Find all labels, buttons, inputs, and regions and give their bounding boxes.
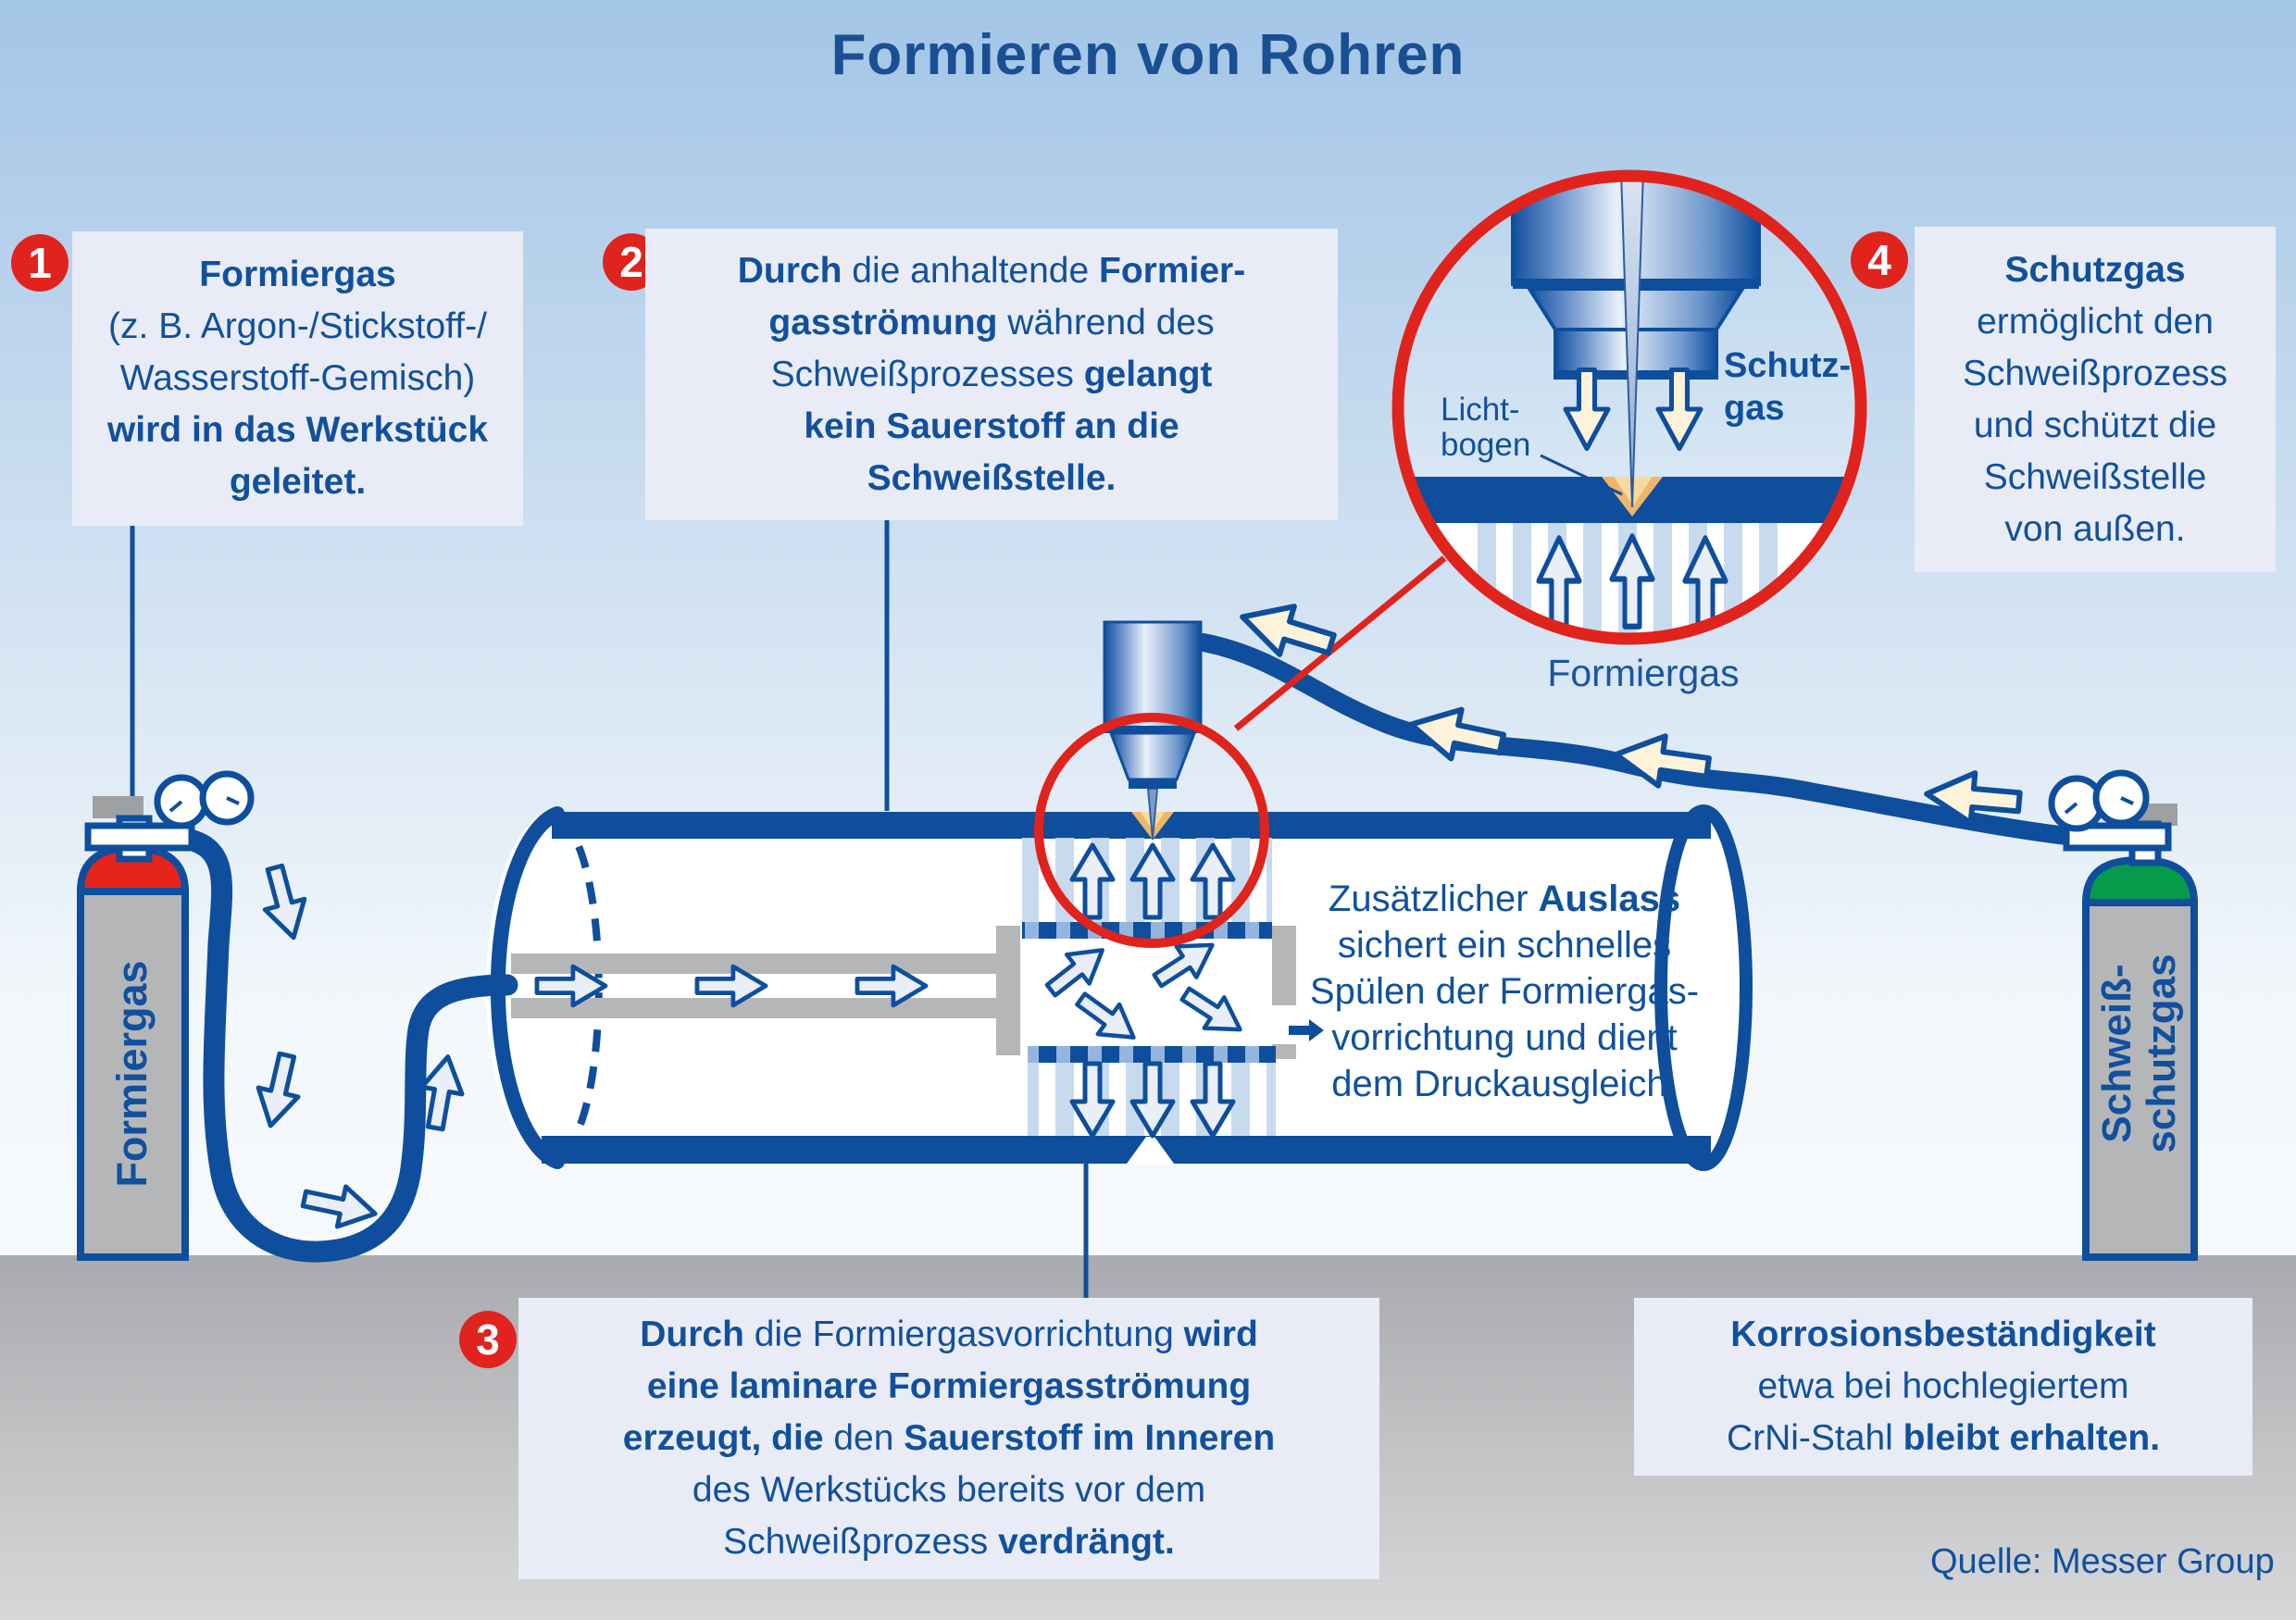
regulator-left [88,774,251,859]
page-title: Formieren von Rohren [830,23,1466,87]
torch-collar [1129,779,1177,789]
step-number-1: 1 [11,234,69,292]
step-box-3: Durch die Formiergasvorrichtung wird eine laminare Formiergasströmung erzeugt, die den Sauerstoff im Inneren des Werkstücks bereits vor dem Schweißprozess verdrängt. [518,1298,1379,1579]
step-number-2: 2 [603,233,660,291]
formiergas-hose-arrows [251,863,468,1234]
perforated-strip-bottom [1028,1046,1276,1063]
step-number-4: 4 [1851,231,1908,289]
step-box-4: Schutzgas ermöglicht den Schweißprozess und schützt die Schweißstelle von außen. [1915,227,2276,572]
welding-torch [1104,622,1201,840]
step-box-2: Durch die anhaltende Formier- gasströmung während des Schweißprozesses gelangt kein Sauerstoff an die Schweißstelle. [645,229,1338,520]
perforated-strip-top [1022,922,1272,939]
inset-formiergas-label: Formiergas [1547,652,1740,694]
korrosion-note: Korrosionsbeständigkeit etwa bei hochlegiertem CrNi-Stahl bleibt erhalten. [1634,1298,2252,1476]
lichtbogen-label: Licht- bogen [1441,392,1531,463]
step-number-3: 3 [459,1311,517,1368]
schutzgas-label: Schutz- gas [1724,346,1852,428]
regulator-right [2052,773,2177,863]
torch-nozzle [1111,733,1194,779]
pipe-wall-top [552,812,1711,839]
source-credit: Quelle: Messer Group [1930,1542,2275,1581]
outlet-note: Zusätzlicher Auslass sichert ein schnelles Spülen der Formiergas- vorrichtung und dient dem Druckausgleich. [1309,879,1700,1104]
pipe-wall-bottom [542,1136,1711,1164]
step-box-1: Formiergas (z. B. Argon-/Stickstoff-/ Wasserstoff-Gemisch) wird in das Werkstück geleitet. [72,231,523,526]
formiergas-cylinder-label: Formiergas [108,960,156,1188]
schutzgas-cylinder-label: Schweiß- schutzgas [2094,953,2184,1153]
